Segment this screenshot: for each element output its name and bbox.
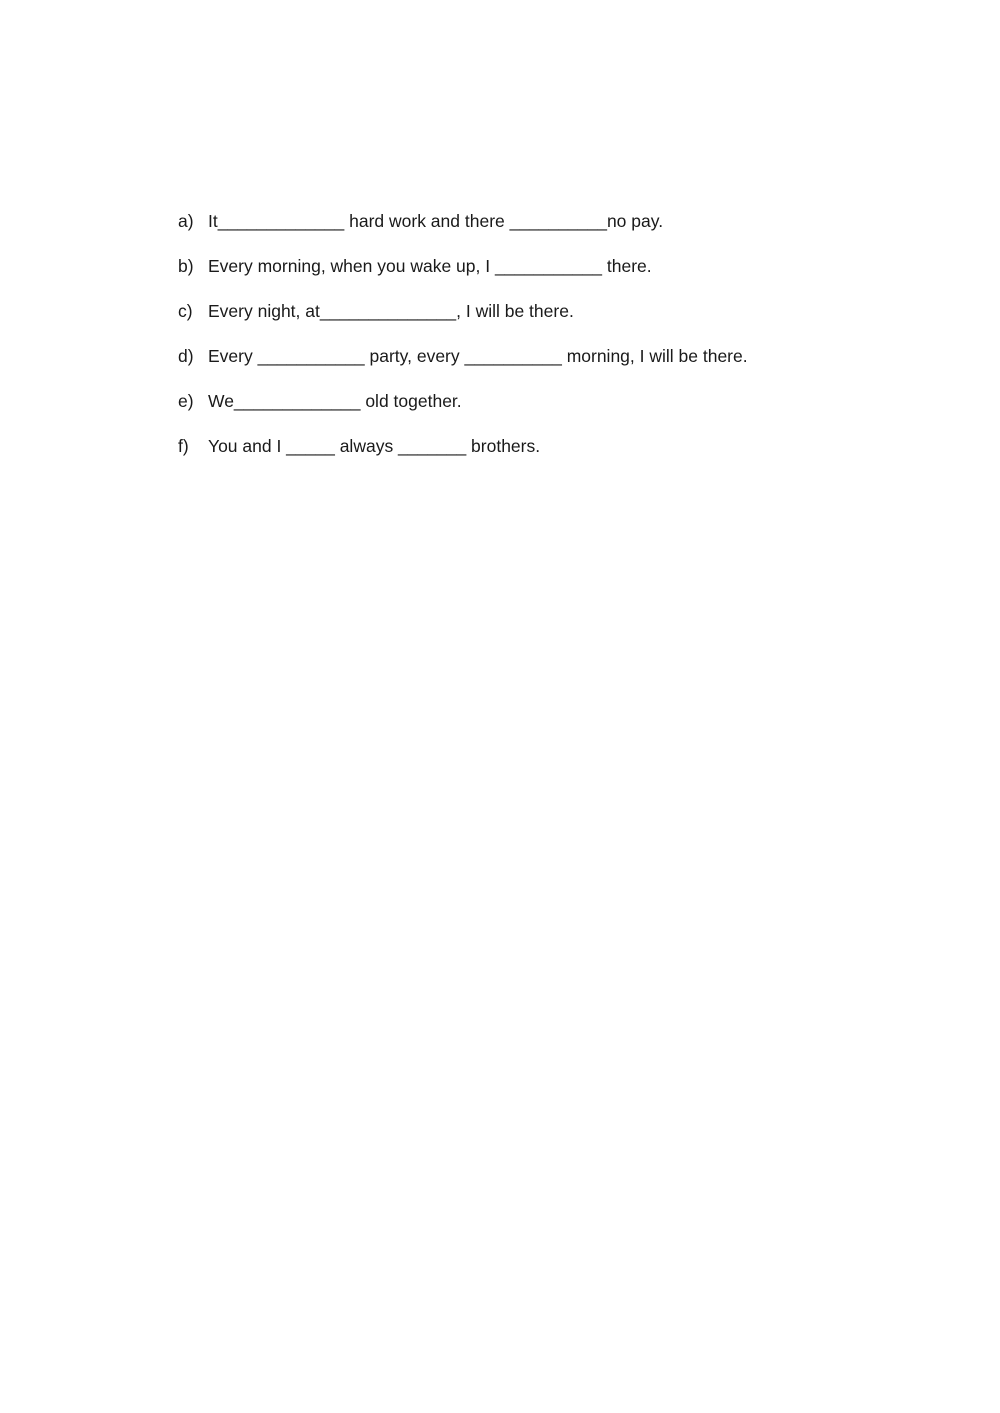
item-marker: c): [178, 301, 193, 321]
item-sentence: Every ___________ party, every __________ morning, I will be there.: [208, 346, 748, 366]
item-marker: e): [178, 391, 194, 411]
exercise-item-d: [178, 343, 898, 388]
item-sentence: Every night, at______________, I will be there.: [208, 301, 574, 321]
item-sentence: It_____________ hard work and there __________no pay.: [208, 211, 664, 231]
item-sentence: We_____________ old together.: [208, 391, 462, 411]
exercise-item-f: [178, 433, 898, 478]
fill-in-the-blank-list: [178, 208, 898, 478]
item-sentence: Every morning, when you wake up, I ___________ there.: [208, 256, 652, 276]
exercise-item-e: [178, 388, 898, 433]
item-marker: a): [178, 211, 194, 231]
item-sentence: You and I _____ always _______ brothers.: [208, 436, 541, 456]
item-marker: f): [178, 436, 189, 456]
exercise-item-c: [178, 298, 898, 343]
exercise-item-b: [178, 253, 898, 298]
exercise-item-a: [178, 208, 898, 253]
item-marker: b): [178, 256, 194, 276]
item-marker: d): [178, 346, 194, 366]
